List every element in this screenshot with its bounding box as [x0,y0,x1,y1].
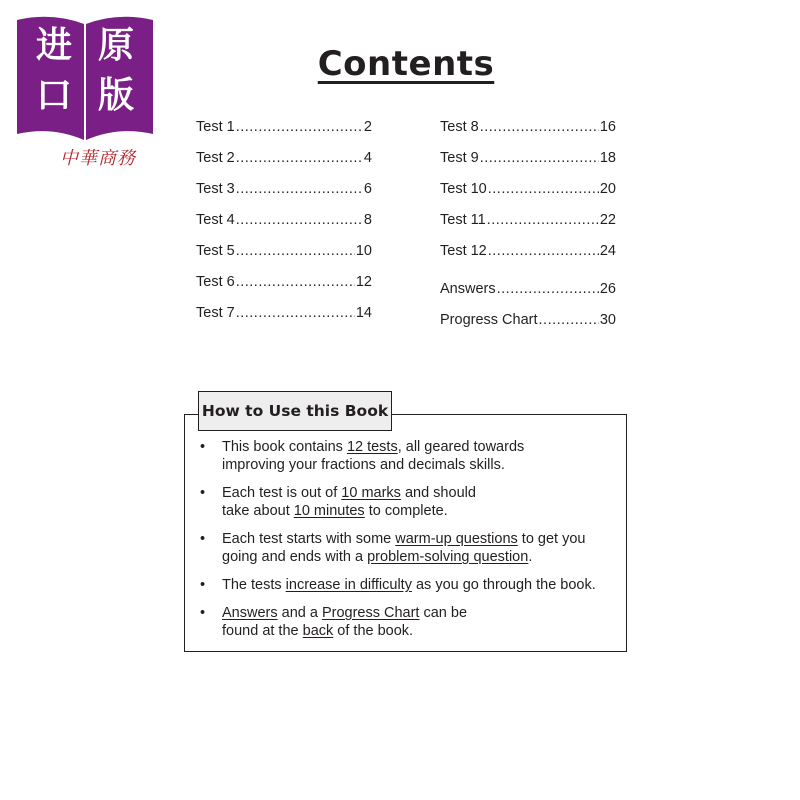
toc-page: 16 [599,119,616,135]
toc-page: 4 [363,150,372,166]
toc-leader [236,303,355,323]
logo-char-3: 口 [35,75,72,116]
toc-leader [480,117,599,137]
toc-page: 10 [355,243,372,259]
toc-label: Test 1 [196,119,235,135]
toc-page: 14 [355,305,372,321]
text-run: going and ends with a [222,549,368,565]
text-run: as you go through the book. [411,577,596,593]
toc-leader [480,148,599,168]
underlined-term: 10 marks [341,485,401,501]
list-item [200,604,620,640]
bullet-icon: • [200,439,206,455]
bullet-icon: • [200,577,206,593]
toc-label: Test 8 [440,119,479,135]
toc-leader [236,179,363,199]
toc-page: 26 [599,281,616,297]
list-item-text [222,484,620,520]
toc-page: 2 [363,119,372,135]
text-run: Each test starts with some [222,531,396,547]
bullet-icon: • [200,605,206,621]
toc-leader [487,210,599,230]
list-item-text [222,530,620,566]
underlined-term: 12 tests [346,439,398,455]
underlined-term: back [302,623,334,639]
toc-label: Test 6 [196,274,235,290]
underlined-term: problem-solving question [367,549,529,565]
toc-entry [196,148,372,168]
toc-entry [440,148,616,168]
toc-label: Test 5 [196,243,235,259]
toc-leader [236,210,363,230]
toc-label: Test 12 [440,243,487,259]
underlined-term: 10 minutes [293,503,365,519]
how-to-use-heading: How to Use this Book [198,391,392,431]
logo-char-1: 进 [35,25,72,66]
toc-entry [196,117,372,137]
list-item-text [222,604,620,640]
toc-label: Test 3 [196,181,235,197]
toc-page: 6 [363,181,372,197]
text-run: Each test is out of [222,485,342,501]
toc-leader [497,279,599,299]
toc-label: Test 2 [196,150,235,166]
toc-label: Answers [440,281,496,297]
text-run: to complete. [364,503,448,519]
text-run: The tests [222,577,286,593]
toc-page: 30 [599,312,616,328]
logo-brand-text: 中華商務 [60,148,136,169]
toc-leader [539,310,599,330]
underlined-term: Progress Chart [321,605,420,621]
text-run: . [528,549,533,565]
list-item [200,530,620,566]
text-run: of the book. [333,623,414,639]
toc-entry [440,179,616,199]
toc-entry [196,241,372,261]
text-run: take about [222,503,294,519]
text-run: to get you [517,531,586,547]
text-run: and a [277,605,322,621]
toc-label: Test 7 [196,305,235,321]
bullet-icon: • [200,531,206,547]
toc-label: Progress Chart [440,312,538,328]
toc-entry [440,117,616,137]
logo-char-4: 版 [97,75,134,116]
text-run: improving your fractions and decimals skills. [222,457,505,473]
logo-char-2: 原 [97,25,134,66]
toc-leader [236,272,355,292]
toc-entry [196,179,372,199]
brand-logo [14,14,156,169]
toc-entry [440,279,616,299]
toc-page: 20 [599,181,616,197]
toc-entry [440,210,616,230]
text-run: can be [419,605,468,621]
toc-page: 12 [355,274,372,290]
text-run: found at the [222,623,303,639]
underlined-term: Answers [222,605,278,621]
text-run: , all geared towards [397,439,525,455]
toc-leader [236,148,363,168]
toc-entry [440,310,616,330]
underlined-term: warm-up questions [395,531,518,547]
toc-page: 8 [363,212,372,228]
toc-entry [196,303,372,323]
toc-leader [236,117,363,137]
toc-page: 22 [599,212,616,228]
list-item [200,576,620,594]
toc-leader [488,241,599,261]
text-run: This book contains [222,439,347,455]
text-run: and should [400,485,476,501]
bullet-icon: • [200,485,206,501]
list-item [200,438,620,474]
toc-page: 18 [599,150,616,166]
toc-label: Test 10 [440,181,487,197]
page-title: Contents [317,44,495,84]
toc-entry [196,272,372,292]
list-item [200,484,620,520]
toc-leader [488,179,599,199]
list-item-text [222,438,620,474]
toc-label: Test 4 [196,212,235,228]
toc-page: 24 [599,243,616,259]
toc-entry [440,241,616,261]
toc-entry [196,210,372,230]
list-item-text [222,576,620,594]
toc-leader [236,241,355,261]
toc-label: Test 11 [440,212,486,228]
underlined-term: increase in difficulty [285,577,412,593]
toc-label: Test 9 [440,150,479,166]
